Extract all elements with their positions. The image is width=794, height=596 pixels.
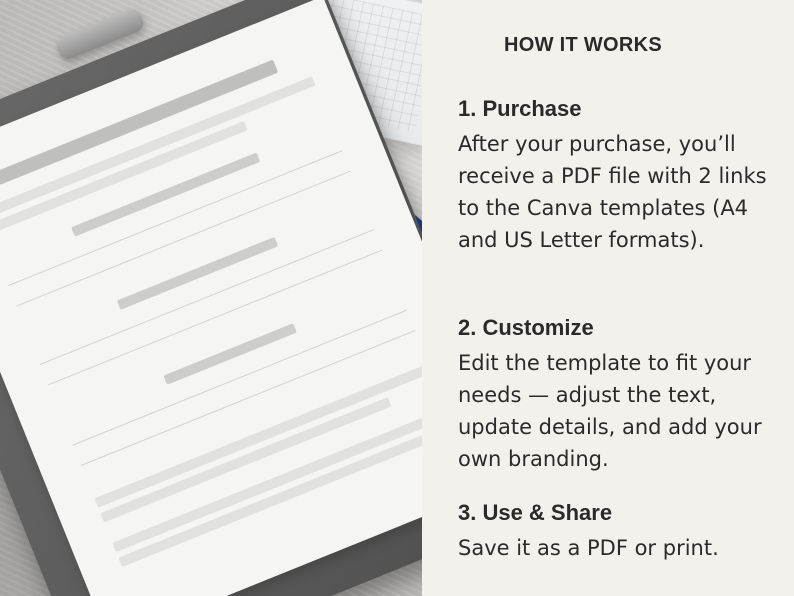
step-purchase: [458, 96, 778, 256]
how-it-works-panel: [422, 0, 794, 596]
step-heading: 1. Purchase: [458, 96, 582, 121]
panel-title: HOW IT WORKS: [504, 34, 663, 56]
step-customize: [458, 315, 778, 475]
step-body: After your purchase, you’ll receive a PDF file with 2 links to the Canva templates (A4 and US Letter formats).: [458, 132, 767, 252]
step-use-share: [458, 500, 778, 564]
step-heading: 3. Use & Share: [458, 500, 613, 525]
step-body: Edit the template to fit your needs — adjust the text, update details, and add your own branding.: [458, 351, 762, 471]
step-body: Save it as a PDF or print.: [458, 536, 719, 560]
step-heading: 2. Customize: [458, 315, 594, 340]
